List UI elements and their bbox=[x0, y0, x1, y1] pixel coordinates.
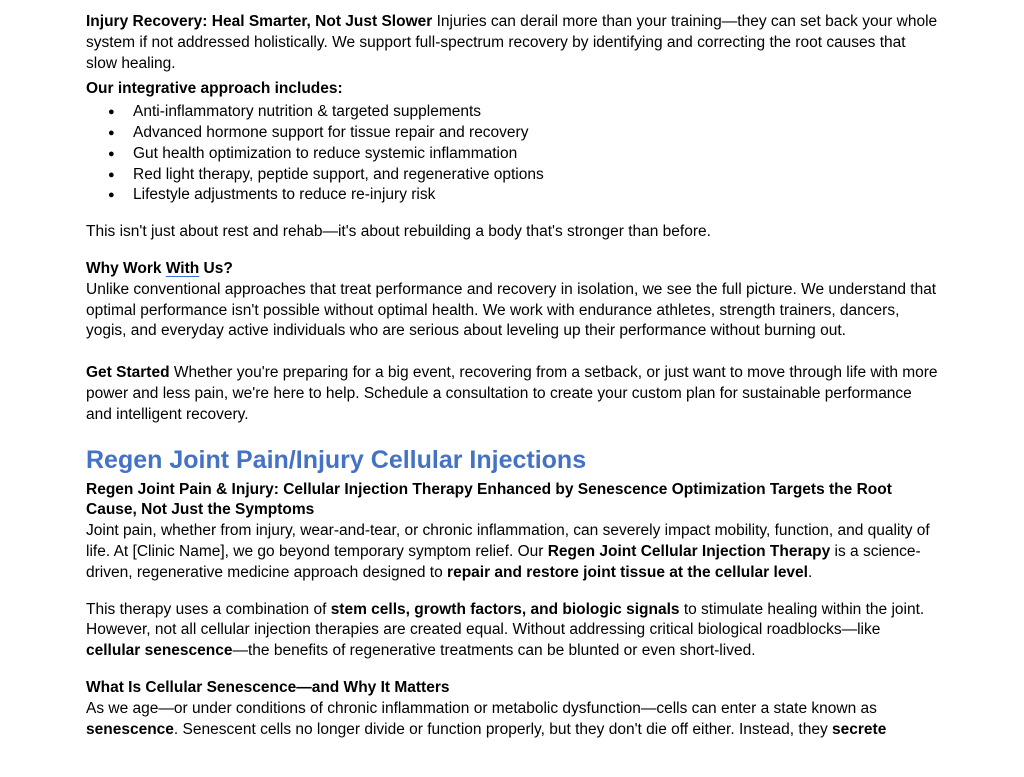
injury-closing-paragraph: This isn't just about rest and rehab—it's about rebuilding a body that's stronger than before. bbox=[86, 223, 711, 241]
why-work-with-us-body: Unlike conventional approaches that treat performance and recovery in isolation, we see the full picture. We understand that optimal performance isn't possible without optimal health. We work with endurance athletes, strength trainers, dancers, yogis, and everyday active individuals who are serious about leveling up their performance without burning out. bbox=[86, 280, 937, 340]
approach-heading: Our integrative approach includes: bbox=[86, 80, 343, 98]
senescence-paragraph: As we age—or under conditions of chronic inflammation or metabolic dysfunction—cells can enter a state known as senescence. Senescent cells no longer divide or function properly, but they don't die off either. Instead, they secrete bbox=[86, 699, 887, 738]
regen-subtitle: Regen Joint Pain & Injury: Cellular Injection Therapy Enhanced by Senescence Optimization Targets the Root Cause, Not Just the Symptoms bbox=[86, 480, 892, 519]
injury-intro-paragraph bbox=[86, 12, 938, 74]
list-item: ● Advanced hormone support for tissue repair and recovery bbox=[86, 123, 938, 144]
senescence-heading: What Is Cellular Senescence—and Why It Matters bbox=[86, 678, 450, 696]
get-started-heading: Get Started bbox=[86, 364, 170, 382]
list-item: ● Gut health optimization to reduce systemic inflammation bbox=[86, 144, 938, 165]
list-item: ● Anti-inflammatory nutrition & targeted supplements bbox=[86, 102, 938, 123]
regen-paragraph-1: Joint pain, whether from injury, wear-and-tear, or chronic inflammation, can severely impact mobility, function, and quality of life. At [Clinic Name], we go beyond temporary symptom relief. Our Regen Joint Cellular Injection Therapy is a science-driven, regenerative medicine approach designed to repair and restore joint tissue at the cellular level. bbox=[86, 522, 930, 581]
list-item: ● Lifestyle adjustments to reduce re-injury risk bbox=[86, 185, 938, 206]
injury-intro-text: Injuries can derail more than your training—they can set back your whole system if not addressed holistically. We support full-spectrum recovery by identifying and correcting the root causes that slow healing. bbox=[86, 13, 938, 72]
injury-recovery-heading: Injury Recovery: Heal Smarter, Not Just Slower bbox=[86, 13, 433, 30]
with-link[interactable]: With bbox=[165, 259, 200, 277]
regen-section-title: Regen Joint Pain/Injury Cellular Injections bbox=[86, 445, 587, 474]
get-started-paragraph: Get Started Whether you're preparing for a big event, recovering from a setback, or just want to move through life with more power and less pain, we're here to help. Schedule a consultation to create your custom plan for sustainable performance and intelligent recovery. bbox=[86, 364, 938, 423]
approach-list bbox=[86, 102, 938, 206]
regen-paragraph-2: This therapy uses a combination of stem cells, growth factors, and biologic signals to stimulate healing within the joint. However, not all cellular injection therapies are created equal. Without addressing critical biological roadblocks—like cellular senescence—the benefits of regenerative treatments can be blunted or even short-lived. bbox=[86, 600, 925, 660]
why-work-with-us-heading: Why Work With Us? bbox=[86, 259, 233, 277]
list-item: ● Red light therapy, peptide support, and regenerative options bbox=[86, 165, 938, 186]
